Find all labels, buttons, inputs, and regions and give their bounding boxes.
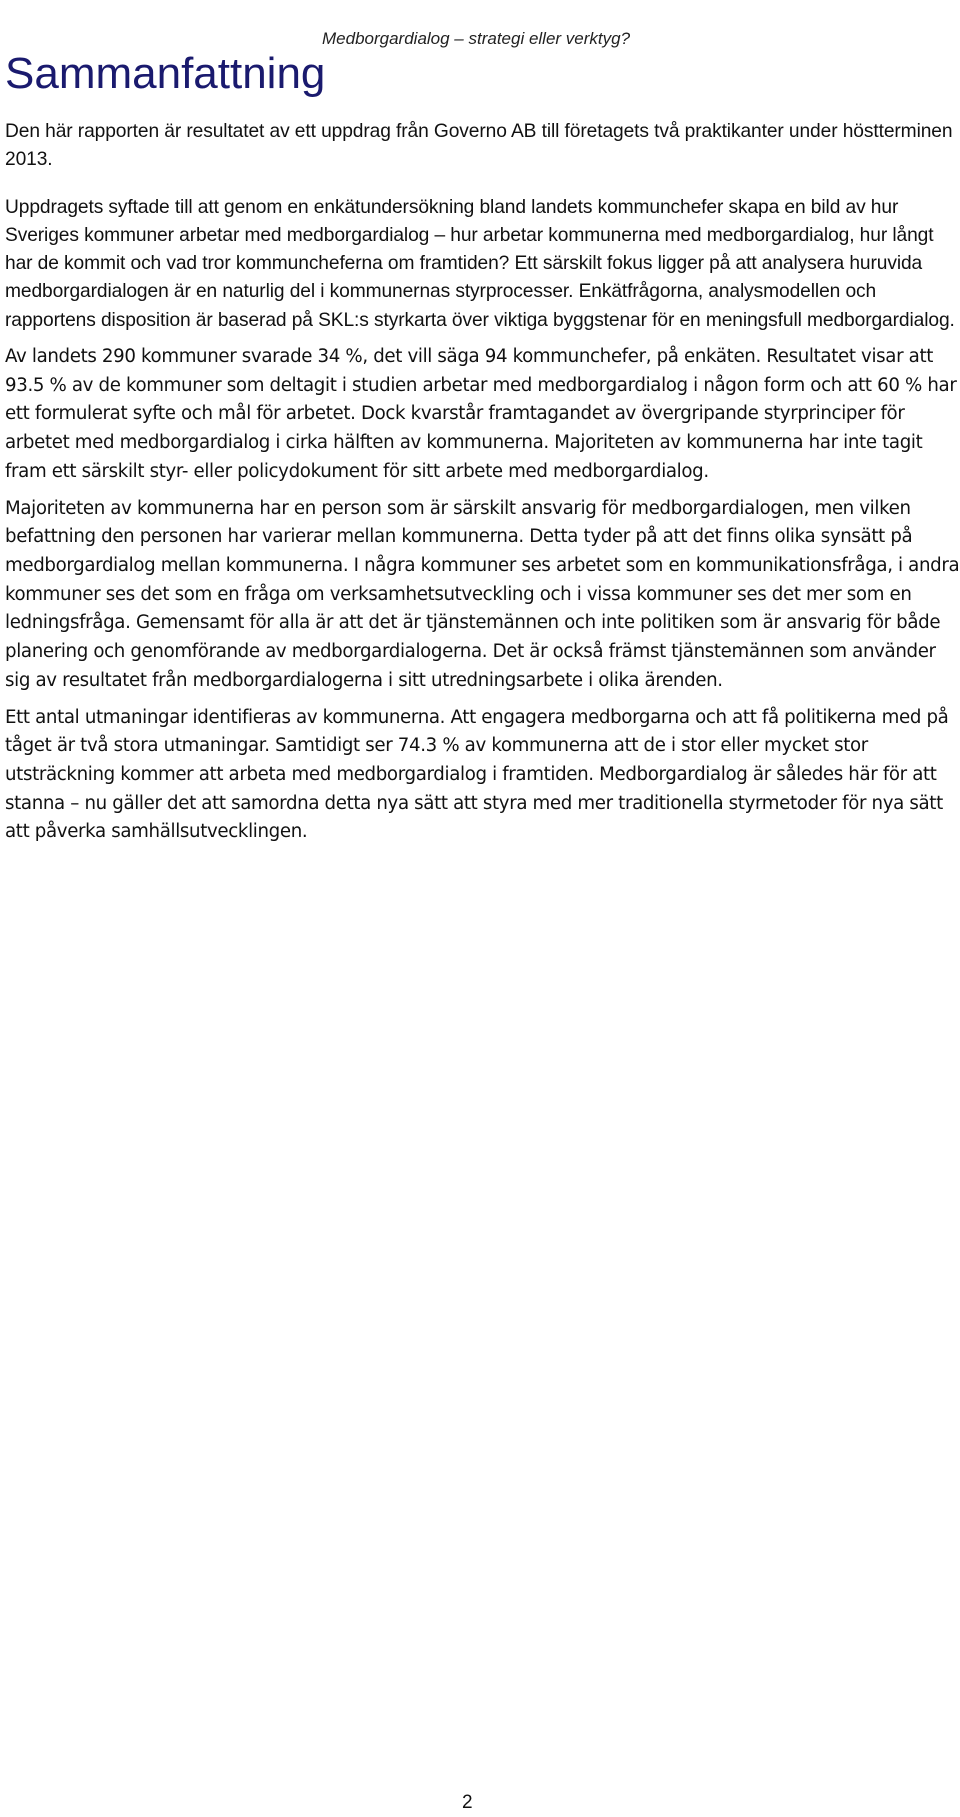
paragraph-results: Av landets 290 kommuner svarade 34 %, det vill säga 94 kommunchefer, på enkäten. Resultatet visar att 93.5 % av de kommuner som deltagit i studien arbetar med medborgardialog i någon form och att 60 % har ett formulerat syfte och mål för arbetet. Dock kvarstår framtagandet av övergripande styrprinciper för arbetet med medborgardialog i cirka hälften av kommunerna. Majoriteten av kommunerna har inte tagit fram ett särskilt styr- eller policydokument för sitt arbete med medborgardialog. xyxy=(5,346,957,482)
paragraph-intro: Den här rapporten är resultatet av ett uppdrag från Governo AB till företagets två praktikanter under höstterminen 2013. xyxy=(5,121,953,171)
running-header: Medborgardialog – strategi eller verktyg? xyxy=(322,29,631,48)
paragraph-challenges: Ett antal utmaningar identifieras av kommunerna. Att engagera medborgarna och att få politikerna med på tåget är två stora utmaningar. Samtidigt ser 74.3 % av kommunerna att de i stor eller mycket stor utsträckning kommer att arbeta med medborgardialog i framtiden. Medborgardialog är således här för att stanna – nu gäller det att samordna detta nya sätt att styra med mer traditionella styrmetoder för nya sätt att påverka samhällsutvecklingen. xyxy=(5,706,949,843)
summary-body xyxy=(5,118,960,847)
page-title: Sammanfattning xyxy=(5,49,326,98)
paragraph-responsibility: Majoriteten av kommunerna har en person som är särskilt ansvarig för medborgardialogen, men vilken befattning den personen har varierar mellan kommunerna. Detta tyder på att det finns olika synsätt på medborgardialog mellan kommunerna. I några kommuner ses arbetet som en kommunikationsfråga, i andra kommuner ses det som en fråga om verksamhetsutveckling och i vissa kommuner ses det mer som en ledningsfråga. Gemensamt för alla är att det är tjänstemännen och inte politiken som är ansvarig för både planering och genomförande av medborgardialogerna. Det är också främst tjänstemännen som använder sig av resultatet från medborgardialogerna i sitt utredningsarbete i olika ärenden. xyxy=(5,497,960,691)
paragraph-aim: Uppdragets syftade till att genom en enkätundersökning bland landets kommunchefer skapa en bild av hur Sveriges kommuner arbetar med medborgardialog – hur arbetar kommunerna med medborgardialog, hur långt har de kommit och vad tror kommuncheferna om framtiden? Ett särskilt fokus ligger på att analysera huruvida medborgardialogen är en naturlig del i kommunernas styrprocesser. Enkätfrågorna, analysmodellen och rapportens disposition är baserad på SKL:s styrkarta över viktiga byggstenar för en meningsfull medborgardialog. xyxy=(5,196,955,331)
page-number: 2 xyxy=(462,1792,473,1813)
